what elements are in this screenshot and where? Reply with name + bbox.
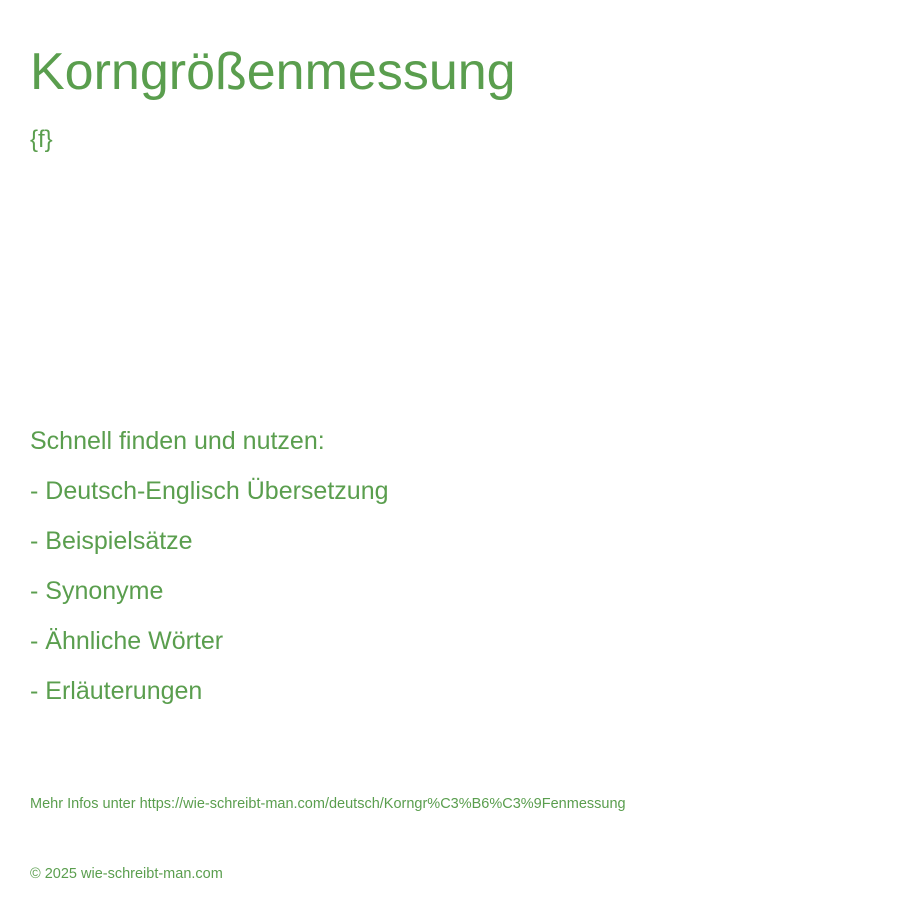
gender-label: {f} — [30, 126, 53, 153]
feature-item-explanations: - Erläuterungen — [30, 677, 203, 705]
feature-item-example-sentences: - Beispielsätze — [30, 527, 193, 555]
feature-list — [30, 474, 389, 724]
feature-item-synonyms: - Synonyme — [30, 577, 164, 605]
features-section — [30, 424, 389, 724]
more-info-link[interactable]: https://wie-schreibt-man.com/deutsch/Korngr%C3%B6%C3%9Fenmessung — [139, 796, 626, 812]
features-heading: Schnell finden und nutzen: — [30, 427, 325, 455]
copyright: © 2025 wie-schreibt-man.com — [30, 866, 223, 882]
feature-item-similar-words: - Ähnliche Wörter — [30, 627, 224, 655]
more-info — [30, 794, 626, 814]
page-title: Korngrößenmessung — [30, 43, 516, 101]
feature-item-translation: - Deutsch-Englisch Übersetzung — [30, 477, 389, 505]
more-info-prefix: Mehr Infos unter — [30, 796, 140, 812]
